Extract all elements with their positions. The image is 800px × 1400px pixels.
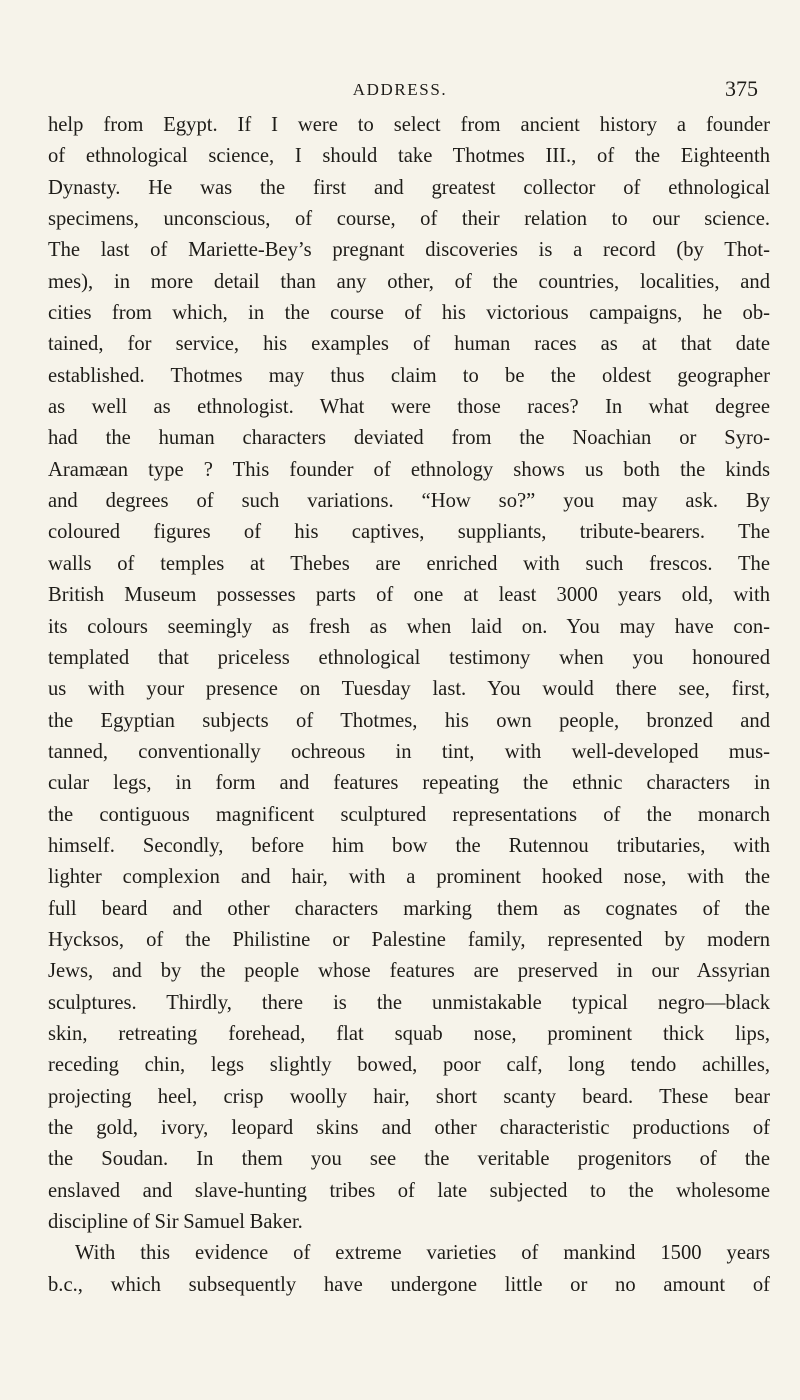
text-line: lighter complexion and hair, with a prominent hooked nose, with the <box>48 866 770 889</box>
text-line: sculptures. Thirdly, there is the unmistakable typical negro—black <box>48 991 770 1014</box>
text-line: enslaved and slave-hunting tribes of late subjected to the wholesome <box>48 1179 770 1202</box>
body-text <box>48 110 770 1301</box>
text-line: Jews, and by the people whose features are preserved in our Assyrian <box>48 960 770 983</box>
text-line: established. Thotmes may thus claim to be the oldest geographer <box>48 364 770 387</box>
text-line: skin, retreating forehead, flat squab nose, prominent thick lips, <box>48 1022 770 1045</box>
paragraph-first-line: With this evidence of extreme varieties of mankind 1500 years <box>75 1242 770 1265</box>
text-line: its colours seemingly as fresh as when laid on. You may have con- <box>48 615 770 638</box>
running-head <box>0 76 800 106</box>
text-line: the Egyptian subjects of Thotmes, his own people, bronzed and <box>48 709 770 732</box>
text-line: walls of temples at Thebes are enriched with such frescos. The <box>48 552 770 575</box>
text-line: cities from which, in the course of his victorious campaigns, he ob- <box>48 302 770 325</box>
text-line: us with your presence on Tuesday last. You would there see, first, <box>48 678 770 701</box>
text-line: b.c., which subsequently have undergone little or no amount of <box>48 1273 770 1296</box>
text-line: Aramæan type ? This founder of ethnology shows us both the kinds <box>48 458 770 481</box>
text-line: projecting heel, crisp woolly hair, short scanty beard. These bear <box>48 1085 770 1108</box>
text-line: tanned, conventionally ochreous in tint, with well-developed mus- <box>48 740 770 763</box>
text-line: help from Egypt. If I were to select from ancient history a founder <box>48 114 770 136</box>
text-line: himself. Secondly, before him bow the Rutennou tributaries, with <box>48 834 770 857</box>
text-line: had the human characters deviated from the Noachian or Syro- <box>48 427 770 450</box>
text-line: and degrees of such variations. “How so?” you may ask. By <box>48 490 770 513</box>
text-line: as well as ethnologist. What were those races? In what degree <box>48 396 770 419</box>
paragraph-end-line: discipline of Sir Samuel Baker. <box>48 1211 303 1234</box>
text-line: templated that priceless ethnological testimony when you honoured <box>48 646 770 669</box>
text-line: coloured figures of his captives, suppliants, tribute-bearers. The <box>48 521 770 544</box>
text-line: specimens, unconscious, of course, of their relation to our science. <box>48 208 770 231</box>
text-line: full beard and other characters marking them as cognates of the <box>48 897 770 920</box>
text-line: the gold, ivory, leopard skins and other characteristic productions of <box>48 1117 770 1139</box>
text-line: cular legs, in form and features repeating the ethnic characters in <box>48 772 770 795</box>
text-line: the contiguous magnificent sculptured representations of the monarch <box>48 803 770 826</box>
text-line: The last of Mariette-Bey’s pregnant discoveries is a record (by Thot- <box>48 239 770 262</box>
text-line: the Soudan. In them you see the veritable progenitors of the <box>48 1148 770 1171</box>
text-line: tained, for service, his examples of human races as at that date <box>48 333 770 356</box>
text-line: Hycksos, of the Philistine or Palestine family, represented by modern <box>48 928 770 951</box>
text-line: of ethnological science, I should take Thotmes III., of the Eighteenth <box>48 145 770 168</box>
text-line: Dynasty. He was the first and greatest collector of ethnological <box>48 176 770 199</box>
running-head-title: ADDRESS. <box>352 80 448 99</box>
page-number: 375 <box>725 76 758 101</box>
text-line: British Museum possesses parts of one at least 3000 years old, with <box>48 584 770 607</box>
text-line: mes), in more detail than any other, of the countries, localities, and <box>48 270 770 293</box>
text-line: receding chin, legs slightly bowed, poor calf, long tendo achilles, <box>48 1054 770 1077</box>
